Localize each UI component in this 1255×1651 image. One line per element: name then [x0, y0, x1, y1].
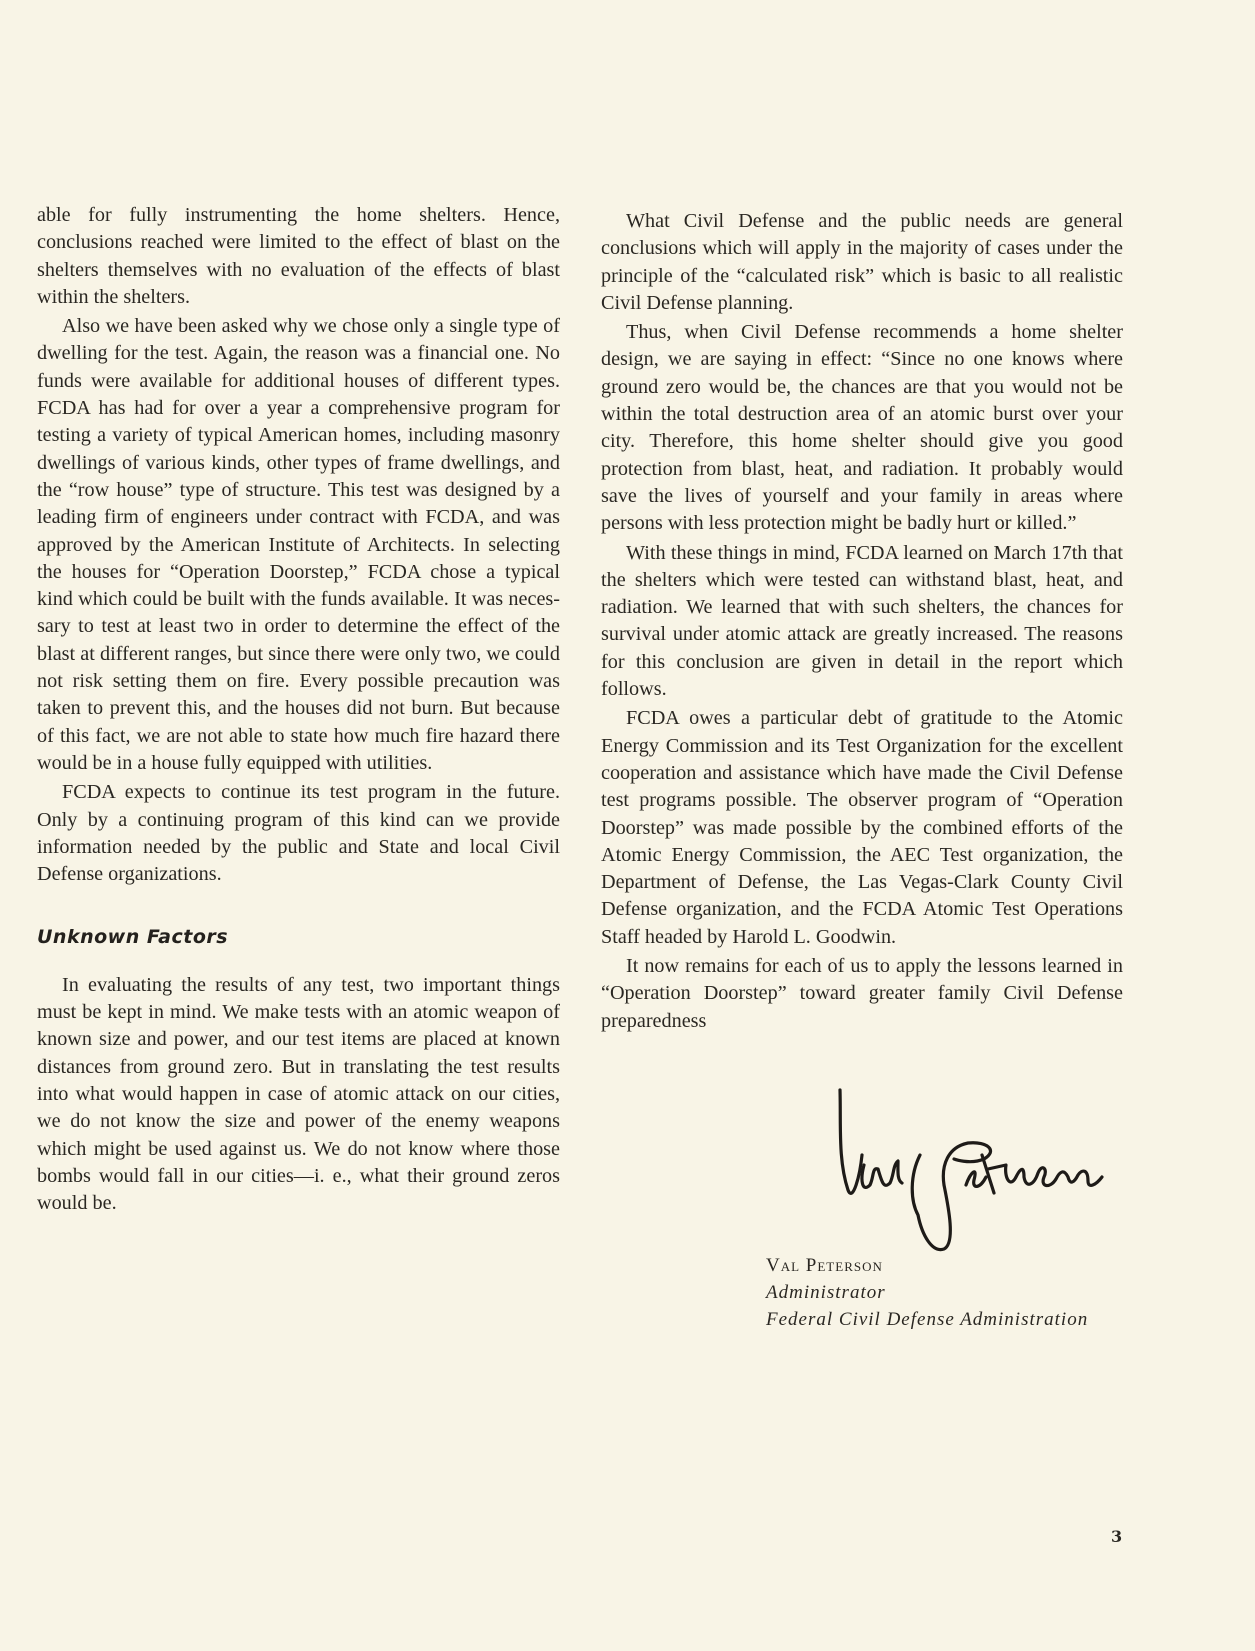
right-paragraph-4: FCDA owes a particular debt of gratitude to the Atomic Energy Commission and its Test Organization for the excellent cooperation and assistance which have made the Civil Defense test programs possible. The observer program of “Operation Doorstep” was made possible by the combined efforts of the Atomic Energy Commission, the AEC Test organization, the Department of Defense, the Las Vegas-Clark County Civil Defense organization, and the FCDA Atomic Test Operations Staff headed by Harold L. Goodwin. [601, 707, 1123, 948]
section-paragraph: In evaluating the results of any test, two important things must be kept in mind. We make tests with an atomic weapon of known size and power, and our test items are placed at known distances from ground zero. But in translating the test results into what would happen in case of atomic attack on our cities, we do not know the size and power of the enemy weapons which might be used against us. We do not know where those bombs would fall in our cities—i. e., what their ground zeros would be. [37, 973, 560, 1215]
signatory-title: Administrator [766, 1282, 886, 1303]
right-paragraph-5: It now remains for each of us to apply the lessons learned in “Operation Doorstep” toward greater family Civil Defense preparedness [601, 955, 1123, 1032]
left-paragraph-1: able for fully instrumenting the home shelters. Hence, conclusions reached were limited to the effect of blast on the shelters themselves with no evaluation of the effects of blast within the shelters. [37, 204, 560, 308]
signatory-organization: Federal Civil Defense Administration [766, 1309, 1089, 1330]
signatory-name: Val Peterson [766, 1255, 883, 1276]
signature-block [766, 1252, 1088, 1333]
right-paragraph-2: Thus, when Civil Defense recommends a home shelter design, we are saying in effect: “Since no one knows where ground zero would be, the chances are that you would not be within the total destruction area of an atomic burst over your city. Therefore, this home shelter should give you good protection from blast, heat, and radiation. It probably would save the lives of yourself and your family in areas where persons with less protection might be badly hurt or killed.” [601, 321, 1123, 535]
signature-drawing [798, 1085, 1118, 1275]
right-paragraph-1: What Civil Defense and the public needs are general conclusions which will apply in the majority of cases under the principle of the “calculated risk” which is basic to all realistic Civil Defense planning. [601, 210, 1123, 314]
left-column [37, 202, 560, 1217]
left-paragraph-2: Also we have been asked why we chose only a single type of dwelling for the test. Again, the reason was a financial one. No funds were available for additional houses of different types. FCDA has had for over a year a comprehensive program for testing a variety of typical American homes, including masonry dwellings of various kinds, other types of frame dwellings, and the “row house” type of structure. This test was designed by a leading firm of engineers under contract with FCDA, and was approved by the American Institute of Architects. In selecting the houses for “Operation Doorstep,” FCDA chose a typical kind which could be built with the funds available. It was necessary to test at least two in order to determine the effect of the blast at different ranges, but since there were only two, we could not risk setting them on fire. Every possible precaution was taken to prevent this, and the houses did not burn. But because of this fact, we are not able to state how much fire hazard there would be in a house fully equipped with utilities. [37, 315, 560, 774]
section-heading-unknown-factors: Unknown Factors [37, 926, 229, 949]
page-number: 3 [1111, 1527, 1123, 1546]
right-paragraph-3: With these things in mind, FCDA learned on March 17th that the shelters which were tested can withstand blast, heat, and radiation. We learned that with such shelters, the chances for survival under atomic attack are greatly increased. The reasons for this conclusion are given in detail in the report which follows. [601, 541, 1123, 701]
left-paragraph-3: FCDA expects to continue its test program in the future. Only by a continuing program of this kind can we provide information needed by the public and State and local Civil Defense organizations. [37, 781, 560, 886]
right-column [601, 208, 1123, 1035]
